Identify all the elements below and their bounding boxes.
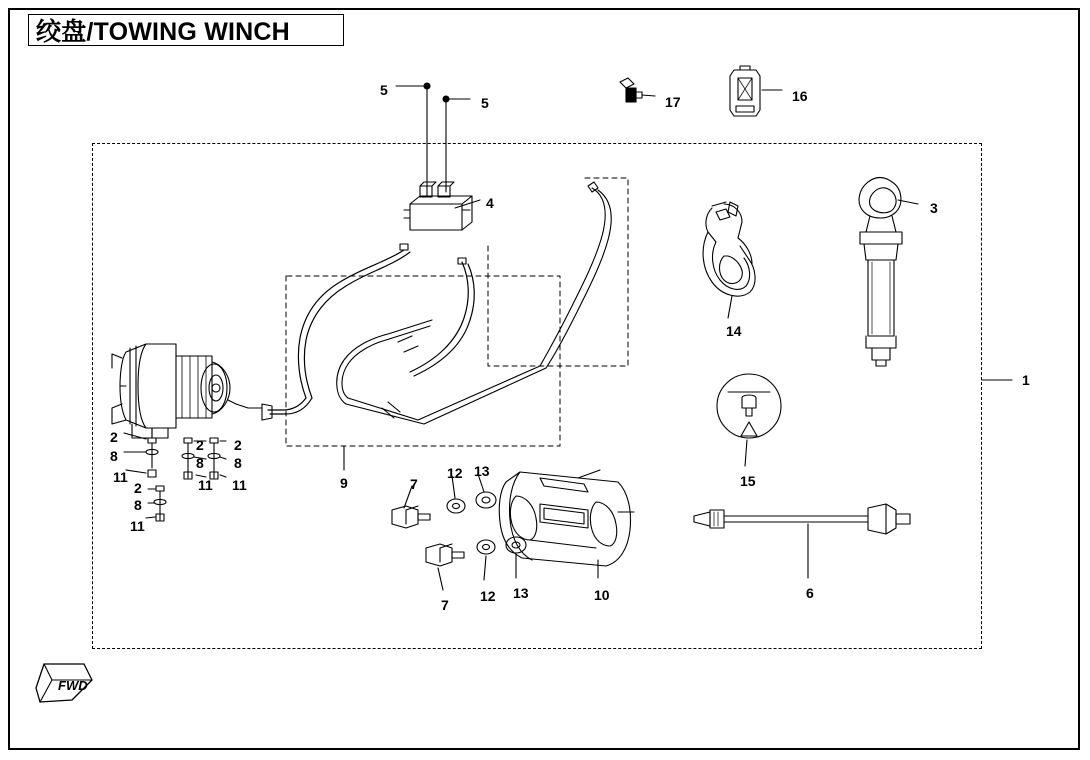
callout-11d: 11 [130, 518, 145, 534]
callout-17: 17 [665, 94, 681, 110]
callout-12a: 12 [447, 465, 463, 481]
callout-1: 1 [1022, 372, 1030, 388]
fwd-label: FWD [58, 678, 88, 693]
callout-15: 15 [740, 473, 756, 489]
callout-5a: 5 [380, 82, 388, 98]
callout-3: 3 [930, 200, 938, 216]
callout-12b: 12 [480, 588, 496, 604]
callout-10: 10 [594, 587, 610, 603]
callout-7a: 7 [410, 476, 418, 492]
callout-8b: 8 [196, 455, 204, 471]
callout-13b: 13 [513, 585, 529, 601]
callout-9: 9 [340, 475, 348, 491]
page-title: 绞盘/TOWING WINCH [36, 18, 290, 46]
callout-4: 4 [486, 195, 494, 211]
callout-2b: 2 [196, 437, 204, 453]
callout-2d: 2 [134, 480, 142, 496]
callout-8a: 8 [110, 448, 118, 464]
callout-14: 14 [726, 323, 742, 339]
callout-8c: 8 [234, 455, 242, 471]
callout-11b: 11 [198, 477, 213, 493]
callout-11c: 11 [232, 477, 247, 493]
assembly-dashed-boundary [92, 143, 982, 649]
callout-16: 16 [792, 88, 808, 104]
callout-2c: 2 [234, 437, 242, 453]
callout-7b: 7 [441, 597, 449, 613]
callout-8d: 8 [134, 497, 142, 513]
callout-6: 6 [806, 585, 814, 601]
callout-5b: 5 [481, 95, 489, 111]
callout-11a: 11 [113, 469, 128, 485]
callout-13a: 13 [474, 463, 490, 479]
callout-2a: 2 [110, 429, 118, 445]
